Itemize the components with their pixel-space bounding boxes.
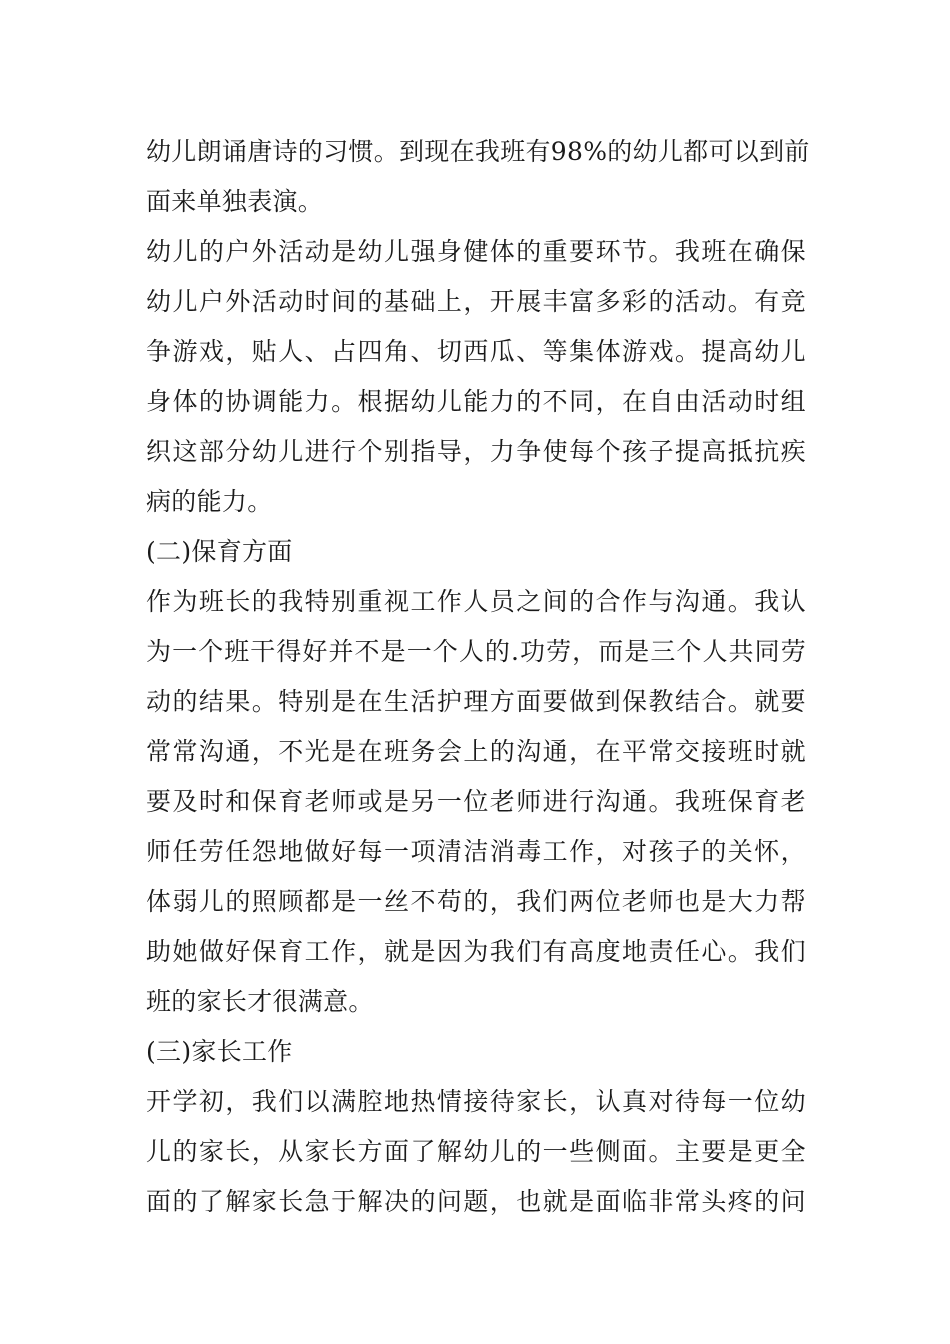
text-line: 身体的协调能力。根据幼儿能力的不同，在自由活动时组 (146, 387, 806, 416)
text-line: 儿的家长，从家长方面了解幼儿的一些侧面。主要是更全 (146, 1137, 806, 1166)
text-line: 病的能力。 (146, 487, 273, 516)
section-heading: (三)家长工作 (146, 1037, 293, 1066)
text-line: 班的家长才很满意。 (146, 987, 374, 1016)
text-line: 作为班长的我特别重视工作人员之间的合作与沟通。我认 (146, 587, 806, 616)
text-line: 助她做好保育工作，就是因为我们有高度地责任心。我们 (146, 937, 806, 966)
section-heading: (二)保育方面 (146, 537, 293, 566)
text-line: 常常沟通，不光是在班务会上的沟通，在平常交接班时就 (146, 737, 806, 766)
text-line: 幼儿户外活动时间的基础上，开展丰富多彩的活动。有竞 (146, 287, 806, 316)
text-line: 要及时和保育老师或是另一位老师进行沟通。我班保育老 (146, 787, 806, 816)
text-line: 动的结果。特别是在生活护理方面要做到保教结合。就要 (146, 687, 806, 716)
text-line: 争游戏，贴人、占四角、切西瓜、等集体游戏。提高幼儿 (146, 337, 806, 366)
text-line: 为一个班干得好并不是一个人的.功劳，而是三个人共同劳 (146, 637, 806, 666)
text-line: 幼儿朗诵唐诗的习惯。到现在我班有98%的幼儿都可以到前 (146, 137, 810, 166)
text-line: 面的了解家长急于解决的问题，也就是面临非常头疼的问 (146, 1187, 806, 1216)
document-body (146, 127, 810, 1227)
text-line: 体弱儿的照顾都是一丝不苟的，我们两位老师也是大力帮 (146, 887, 806, 916)
text-line: 面来单独表演。 (146, 187, 324, 216)
text-line: 师任劳任怨地做好每一项清洁消毒工作，对孩子的关怀， (146, 837, 806, 866)
text-line: 开学初，我们以满腔地热情接待家长，认真对待每一位幼 (146, 1087, 806, 1116)
text-line: 织这部分幼儿进行个别指导，力争使每个孩子提高抵抗疾 (146, 437, 806, 466)
text-line: 幼儿的户外活动是幼儿强身健体的重要环节。我班在确保 (146, 237, 806, 266)
